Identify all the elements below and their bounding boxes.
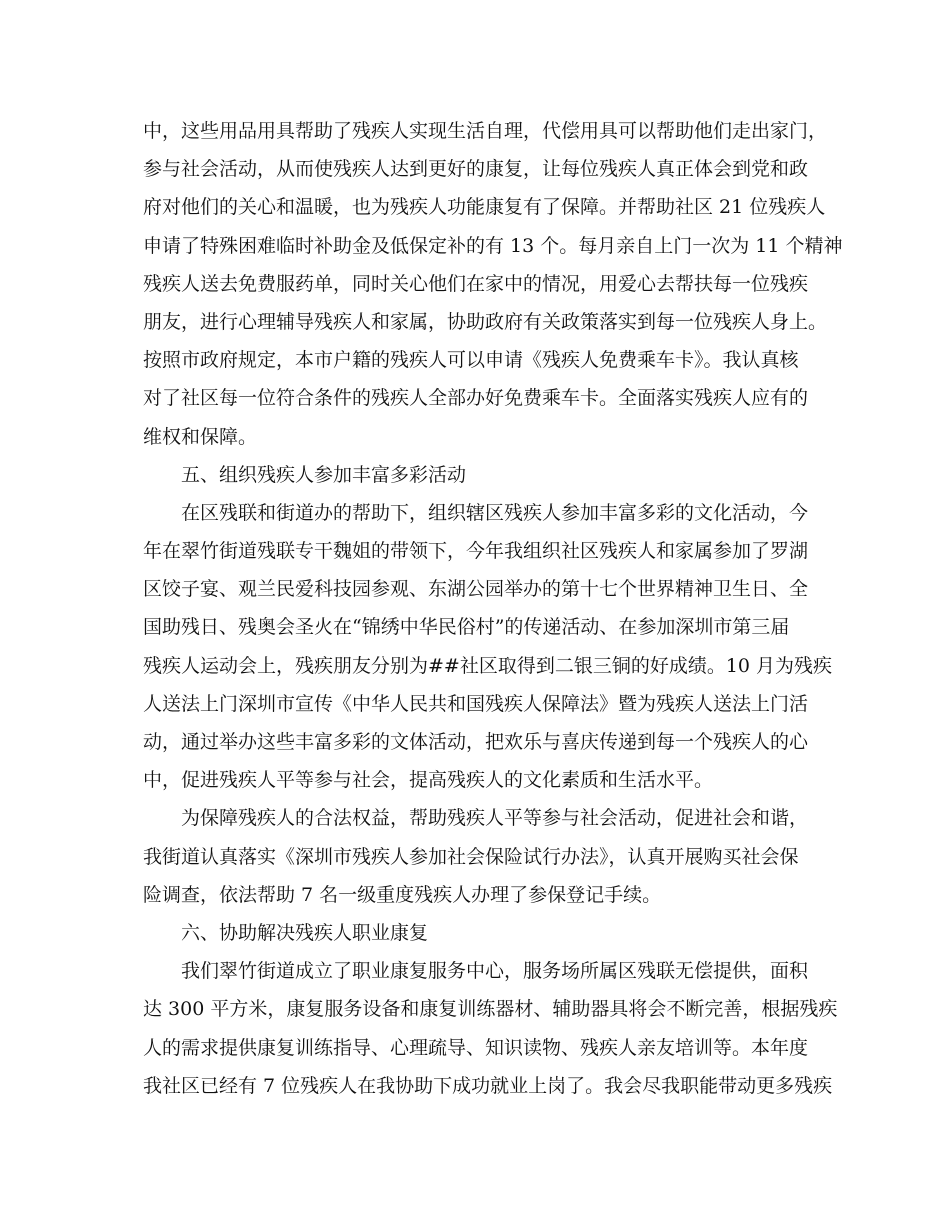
text-line: 为保障残疾人的合法权益，帮助残疾人平等参与社会活动，促进社会和谐， xyxy=(181,807,809,830)
text-line: 达 300 平方米，康复服务设备和康复训练器材、辅助器具将会不断完善，根据残疾 xyxy=(143,998,838,1021)
text-line: 险调查，依法帮助 7 名一级重度残疾人办理了参保登记手续。 xyxy=(143,883,662,906)
text-line: 申请了特殊困难临时补助金及低保定补的有 13 个。每月亲自上门一次为 11 个精神 xyxy=(143,234,843,257)
body-text xyxy=(143,112,843,1105)
text-line: 中，这些用品用具帮助了残疾人实现生活自理，代偿用具可以帮助他们走出家门， xyxy=(143,120,828,142)
text-line: 我们翠竹街道成立了职业康复服务中心，服务场所属区残联无偿提供，面积 xyxy=(181,960,809,983)
text-line: 年在翠竹街道残联专干魏姐的带领下，今年我组织社区残疾人和家属参加了罗湖 xyxy=(143,540,809,563)
section-heading: 五、组织残疾人参加丰富多彩活动 xyxy=(181,463,467,486)
text-line: 对了社区每一位符合条件的残疾人全部办好免费乘车卡。全面落实残疾人应有的 xyxy=(143,387,809,410)
text-line: 朋友，进行心理辅导残疾人和家属，协助政府有关政策落实到每一位残疾人身上。 xyxy=(143,310,828,333)
text-line: 府对他们的关心和温暖，也为残疾人功能康复有了保障。并帮助社区 21 位残疾人 xyxy=(143,196,826,219)
text-line: 国助残日、残奥会圣火在“锦绣中华民俗村”的传递活动、在参加深圳市第三届 xyxy=(143,616,790,639)
text-line: 动，通过举办这些丰富多彩的文体活动，把欢乐与喜庆传递到每一个残疾人的心 xyxy=(143,731,809,753)
text-line: 区饺子宴、观兰民爱科技园参观、东湖公园举办的第十七个世界精神卫生日、全 xyxy=(143,578,809,601)
text-line: 在区残联和街道办的帮助下，组织辖区残疾人参加丰富多彩的文化活动，今 xyxy=(181,501,809,524)
text-line: 残疾人送去免费服药单，同时关心他们在家中的情况，用爱心去帮扶每一位残疾 xyxy=(143,272,809,295)
text-line: 维权和保障。 xyxy=(143,425,258,448)
text-line: 中，促进残疾人平等参与社会，提高残疾人的文化素质和生活水平。 xyxy=(143,769,714,792)
text-line: 参与社会活动，从而使残疾人达到更好的康复，让每位残疾人真正体会到党和政 xyxy=(143,158,809,181)
text-line: 我社区已经有 7 位残疾人在我协助下成功就业上岗了。我会尽我职能带动更多残疾 xyxy=(143,1074,833,1097)
section-heading: 六、协助解决残疾人职业康复 xyxy=(181,921,429,944)
text-line: 按照市政府规定，本市户籍的残疾人可以申请《残疾人免费乘车卡》。我认真核 xyxy=(143,349,799,372)
text-line: 残疾人运动会上，残疾朋友分别为##社区取得到二银三铜的好成绩。10 月为残疾 xyxy=(143,654,833,677)
text-line: 人送法上门深圳市宣传《中华人民共和国残疾人保障法》暨为残疾人送法上门活 xyxy=(143,692,809,715)
text-line: 我街道认真落实《深圳市残疾人参加社会保险试行办法》，认真开展购买社会保 xyxy=(143,845,799,868)
text-line: 人的需求提供康复训练指导、心理疏导、知识读物、残疾人亲友培训等。本年度 xyxy=(143,1036,809,1059)
